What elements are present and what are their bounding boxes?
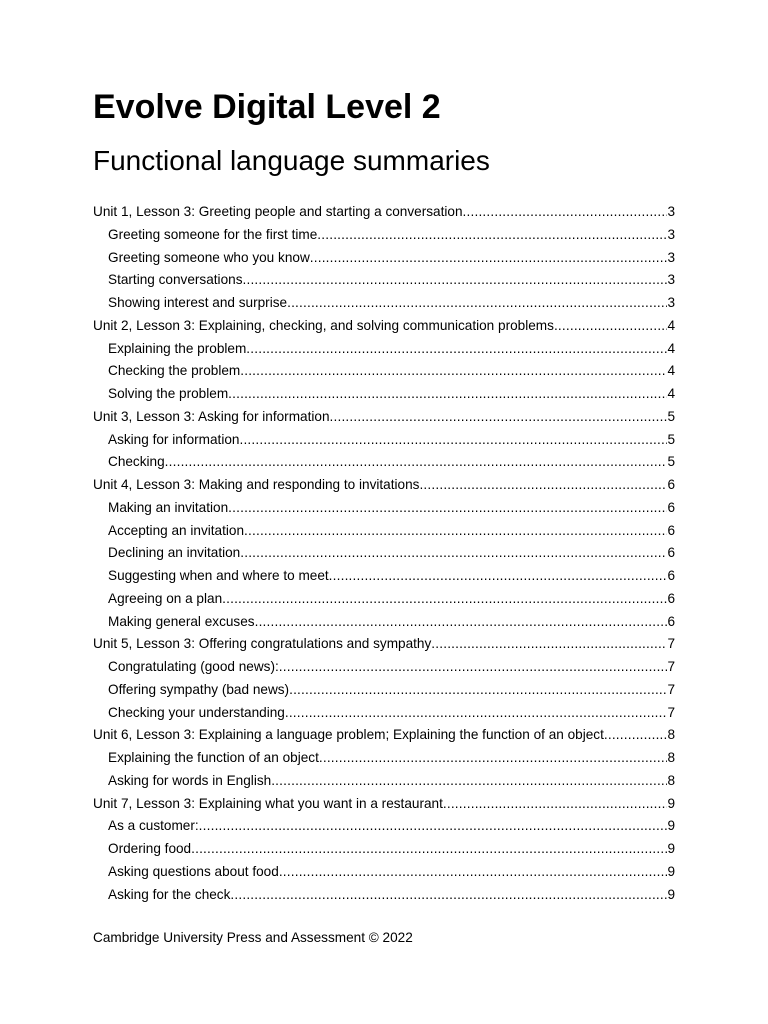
toc-page-number: 8 — [667, 727, 675, 743]
toc-entry-label: Starting conversations — [108, 272, 243, 288]
toc-entry-label: Greeting someone for the first time — [108, 226, 318, 242]
toc-dot-leader — [319, 747, 668, 770]
toc-dot-leader — [287, 292, 667, 315]
toc-entry-label: Making an invitation — [108, 499, 229, 515]
toc-subentry[interactable] — [93, 383, 675, 406]
toc-subentry[interactable] — [93, 656, 675, 679]
toc-page-number: 4 — [667, 386, 675, 401]
toc-subentry[interactable] — [93, 520, 675, 543]
toc-page-number: 7 — [667, 636, 675, 652]
toc-dot-leader — [443, 793, 668, 816]
toc-entry-label: Agreeing on a plan — [108, 590, 223, 606]
toc-page-number: 5 — [667, 431, 675, 447]
toc-page-number: 3 — [667, 249, 675, 265]
toc-subentry[interactable] — [93, 224, 675, 247]
toc-subentry[interactable] — [93, 338, 675, 361]
toc-subentry[interactable] — [93, 542, 675, 565]
toc-entry-label: Asking for the check — [108, 886, 231, 902]
toc-dot-leader — [317, 224, 667, 247]
toc-page-number: 5 — [667, 454, 675, 470]
toc-entry-label: Asking for words in English — [108, 772, 272, 788]
toc-page-number: 6 — [667, 477, 675, 492]
toc-page-number: 4 — [667, 340, 675, 356]
toc-entry-label: Unit 6, Lesson 3: Explaining a language problem; Explaining the function of an object — [93, 727, 604, 743]
toc-dot-leader — [228, 383, 667, 406]
toc-page-number: 5 — [667, 408, 675, 424]
toc-dot-leader — [431, 633, 667, 656]
toc-dot-leader — [329, 565, 668, 588]
toc-page-number: 9 — [667, 818, 675, 834]
toc-page-number: 7 — [667, 681, 675, 697]
toc-dot-leader — [230, 884, 667, 907]
table-of-contents — [93, 201, 675, 906]
toc-entry-label: Offering sympathy (bad news) — [108, 681, 290, 697]
toc-entry[interactable] — [93, 474, 675, 497]
toc-dot-leader — [271, 770, 667, 793]
toc-page-number: 4 — [667, 363, 675, 379]
toc-page-number: 3 — [667, 226, 675, 242]
toc-subentry[interactable] — [93, 429, 675, 452]
toc-subentry[interactable] — [93, 292, 675, 315]
toc-page-number: 9 — [667, 795, 675, 811]
toc-entry-label: Congratulating (good news): — [108, 659, 279, 674]
toc-entry[interactable] — [93, 724, 675, 747]
toc-dot-leader — [285, 702, 668, 725]
toc-entry[interactable] — [93, 406, 675, 429]
toc-entry-label: Checking your understanding — [108, 704, 285, 720]
toc-dot-leader — [244, 520, 667, 543]
toc-entry-label: Checking — [108, 454, 165, 470]
toc-entry-label: Checking the problem — [108, 363, 241, 379]
toc-entry-label: As a customer: — [108, 818, 199, 834]
toc-dot-leader — [240, 360, 667, 383]
toc-dot-leader — [228, 497, 667, 520]
toc-entry-label: Unit 1, Lesson 3: Greeting people and starting a conversation — [93, 204, 463, 219]
toc-page-number: 9 — [667, 841, 675, 856]
toc-entry[interactable] — [93, 315, 675, 338]
toc-page-number: 7 — [667, 659, 675, 674]
toc-entry-label: Unit 7, Lesson 3: Explaining what you want in a restaurant — [93, 795, 443, 811]
toc-entry-label: Suggesting when and where to meet — [108, 568, 329, 583]
toc-dot-leader — [246, 338, 667, 361]
toc-dot-leader — [199, 815, 668, 838]
toc-entry-label: Unit 2, Lesson 3: Explaining, checking, and solving communication problems — [93, 317, 554, 333]
toc-subentry[interactable] — [93, 770, 675, 793]
toc-subentry[interactable] — [93, 451, 675, 474]
toc-entry-label: Solving the problem — [108, 386, 229, 401]
toc-entry-label: Unit 4, Lesson 3: Making and responding to invitations — [93, 477, 420, 492]
toc-entry-label: Ordering food — [108, 841, 192, 856]
toc-dot-leader — [243, 269, 668, 292]
toc-subentry[interactable] — [93, 360, 675, 383]
toc-entry-label: Asking questions about food — [108, 863, 279, 879]
toc-dot-leader — [165, 451, 668, 474]
toc-page-number: 4 — [667, 317, 675, 333]
toc-page-number: 6 — [667, 545, 675, 561]
toc-subentry[interactable] — [93, 838, 675, 861]
toc-page-number: 9 — [667, 863, 675, 879]
toc-subentry[interactable] — [93, 269, 675, 292]
toc-dot-leader — [289, 679, 667, 702]
toc-page-number: 3 — [667, 295, 675, 310]
toc-subentry[interactable] — [93, 884, 675, 907]
toc-dot-leader — [310, 247, 668, 270]
toc-dot-leader — [239, 429, 667, 452]
toc-entry[interactable] — [93, 793, 675, 816]
toc-dot-leader — [279, 656, 668, 679]
toc-subentry[interactable] — [93, 747, 675, 770]
footer-copyright: Cambridge University Press and Assessment © 2022 — [93, 930, 413, 945]
toc-dot-leader — [240, 542, 667, 565]
toc-dot-leader — [191, 838, 667, 861]
toc-page-number: 6 — [667, 590, 675, 606]
toc-dot-leader — [463, 201, 668, 224]
toc-subentry[interactable] — [93, 611, 675, 634]
toc-entry-label: Accepting an invitation — [108, 522, 245, 538]
toc-page-number: 8 — [667, 772, 675, 788]
toc-page-number: 9 — [667, 886, 675, 902]
toc-subentry[interactable] — [93, 588, 675, 611]
toc-subentry[interactable] — [93, 679, 675, 702]
toc-entry-label: Making general excuses — [108, 613, 255, 629]
toc-dot-leader — [419, 474, 667, 497]
toc-subentry[interactable] — [93, 565, 675, 588]
toc-page-number: 6 — [667, 499, 675, 515]
toc-dot-leader — [604, 724, 668, 747]
toc-page-number: 3 — [667, 272, 675, 288]
toc-page-number: 8 — [667, 750, 675, 765]
toc-entry[interactable] — [93, 201, 675, 224]
toc-entry-label: Explaining the function of an object — [108, 750, 319, 765]
toc-entry-label: Explaining the problem — [108, 340, 247, 356]
toc-dot-leader — [554, 315, 668, 338]
toc-page-number: 6 — [667, 613, 675, 629]
toc-dot-leader — [255, 611, 668, 634]
toc-subentry[interactable] — [93, 702, 675, 725]
toc-entry-label: Unit 3, Lesson 3: Asking for information — [93, 408, 330, 424]
toc-page-number: 7 — [667, 704, 675, 720]
toc-entry-label: Asking for information — [108, 431, 240, 447]
toc-subentry[interactable] — [93, 247, 675, 270]
document-title: Evolve Digital Level 2 — [93, 88, 441, 126]
toc-subentry[interactable] — [93, 861, 675, 884]
toc-page-number: 3 — [667, 204, 675, 219]
toc-entry[interactable] — [93, 633, 675, 656]
toc-entry-label: Declining an invitation — [108, 545, 241, 561]
toc-page-number: 6 — [667, 522, 675, 538]
document-subtitle: Functional language summaries — [93, 145, 490, 176]
toc-entry-label: Showing interest and surprise — [108, 295, 288, 310]
toc-page-number: 6 — [667, 568, 675, 583]
toc-subentry[interactable] — [93, 497, 675, 520]
toc-dot-leader — [330, 406, 668, 429]
toc-dot-leader — [279, 861, 668, 884]
toc-entry-label: Unit 5, Lesson 3: Offering congratulations and sympathy — [93, 636, 432, 652]
toc-subentry[interactable] — [93, 815, 675, 838]
toc-dot-leader — [222, 588, 667, 611]
toc-entry-label: Greeting someone who you know — [108, 249, 310, 265]
